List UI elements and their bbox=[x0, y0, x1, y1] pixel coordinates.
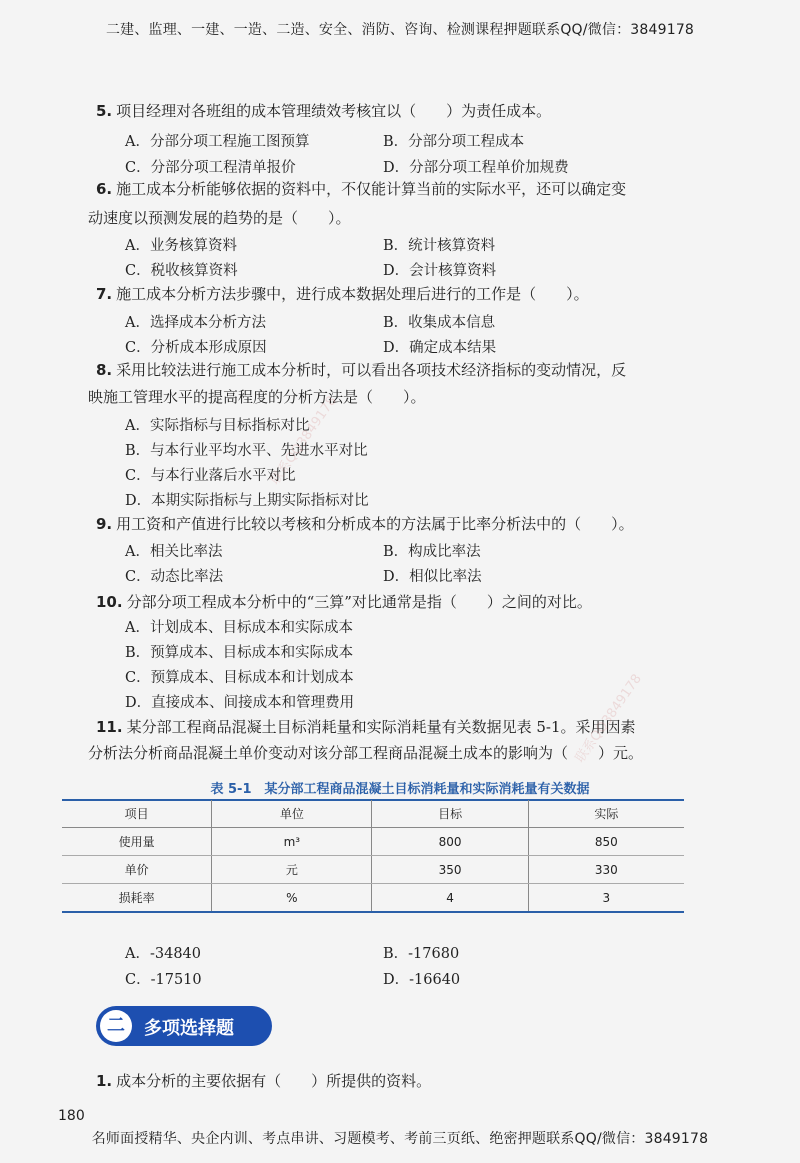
option-d: D．会计核算资料 bbox=[383, 263, 497, 279]
header-banner: 二建、监理、一建、一造、二造、安全、消防、咨询、检测课程押题联系QQ/微信：3849178 bbox=[105, 22, 695, 38]
table-cell: 损耗率 bbox=[62, 884, 212, 913]
section-title: 多项选择题 bbox=[144, 1018, 234, 1039]
question-number: 5. bbox=[96, 102, 113, 120]
option-d: D．直接成本、间接成本和管理费用 bbox=[125, 695, 355, 711]
option-b: B．分部分项工程成本 bbox=[383, 134, 525, 150]
option-a: A．计划成本、目标成本和实际成本 bbox=[125, 620, 353, 636]
option-b: B．预算成本、目标成本和实际成本 bbox=[125, 645, 354, 661]
question-text: 某分部工程商品混凝土目标消耗量和实际消耗量有关数据见表 5-1。采用因素 bbox=[126, 718, 636, 736]
option-c: C．-17510 bbox=[125, 972, 202, 988]
question-continuation: 映施工管理水平的提高程度的分析方法是（ ）。 bbox=[88, 388, 426, 406]
table-header-row bbox=[62, 800, 684, 828]
option-a: A．业务核算资料 bbox=[125, 238, 237, 254]
option-d: D．分部分项工程单价加规费 bbox=[383, 160, 569, 176]
option-c: C．动态比率法 bbox=[125, 569, 224, 585]
question-5 bbox=[96, 98, 551, 124]
option-d: D．-16640 bbox=[383, 972, 461, 988]
question-number: 10. bbox=[96, 593, 123, 611]
question-text: 施工成本分析能够依据的资料中，不仅能计算当前的实际水平，还可以确定变 bbox=[116, 180, 627, 198]
table-header-cell: 单位 bbox=[212, 800, 372, 828]
question-7 bbox=[96, 281, 589, 307]
table-row bbox=[62, 828, 684, 856]
option-b: B．与本行业平均水平、先进水平对比 bbox=[125, 443, 368, 459]
question-6 bbox=[96, 176, 626, 202]
section-heading bbox=[96, 1006, 272, 1046]
table-cell: 4 bbox=[372, 884, 528, 913]
option-c: C．与本行业落后水平对比 bbox=[125, 468, 296, 484]
question-11 bbox=[96, 714, 636, 740]
table-row bbox=[62, 884, 684, 913]
option-c: C．分部分项工程清单报价 bbox=[125, 160, 296, 176]
option-a: A．选择成本分析方法 bbox=[125, 315, 266, 331]
question-text: 采用比较法进行施工成本分析时，可以看出各项技术经济指标的变动情况，反 bbox=[116, 361, 627, 379]
table-cell: % bbox=[212, 884, 372, 913]
question-text: 施工成本分析方法步骤中，进行成本数据处理后进行的工作是（ ）。 bbox=[116, 285, 589, 303]
question-text: 分部分项工程成本分析中的“三算”对比通常是指（ ）之间的对比。 bbox=[126, 593, 592, 611]
question-text: 成本分析的主要依据有（ ）所提供的资料。 bbox=[116, 1072, 432, 1090]
table-cell: 3 bbox=[528, 884, 684, 913]
option-d: D．相似比率法 bbox=[383, 569, 482, 585]
question-number: 1. bbox=[96, 1072, 113, 1090]
table-cell: 800 bbox=[372, 828, 528, 856]
question-number: 6. bbox=[96, 180, 113, 198]
question-10 bbox=[96, 589, 592, 615]
question-continuation: 分析法分析商品混凝土单价变动对该分部工程商品混凝土成本的影响为（ ）元。 bbox=[88, 744, 644, 762]
table-cell: 单价 bbox=[62, 856, 212, 884]
table-header-cell: 项目 bbox=[62, 800, 212, 828]
table-cell: 330 bbox=[528, 856, 684, 884]
question-text: 用工资和产值进行比较以考核和分析成本的方法属于比率分析法中的（ ）。 bbox=[116, 515, 634, 533]
section-number-badge: 二 bbox=[100, 1010, 132, 1042]
question-number: 11. bbox=[96, 718, 123, 736]
option-b: B．收集成本信息 bbox=[383, 315, 496, 331]
table-cell: 使用量 bbox=[62, 828, 212, 856]
option-b: B．构成比率法 bbox=[383, 544, 481, 560]
question-8 bbox=[96, 357, 626, 383]
question-number: 9. bbox=[96, 515, 113, 533]
table-cell: 元 bbox=[212, 856, 372, 884]
option-b: B．-17680 bbox=[383, 946, 460, 962]
data-table bbox=[62, 800, 684, 913]
table-row bbox=[62, 856, 684, 884]
option-a: A．相关比率法 bbox=[125, 544, 223, 560]
page-number: 180 bbox=[58, 1108, 85, 1124]
watermark: 联系QQ3849178 bbox=[572, 671, 645, 766]
option-a: A．实际指标与目标指标对比 bbox=[125, 418, 310, 434]
question-continuation: 动速度以预测发展的趋势的是（ ）。 bbox=[88, 209, 351, 227]
table-caption: 表 5-1 某分部工程商品混凝土目标消耗量和实际消耗量有关数据 bbox=[210, 782, 590, 797]
option-d: D．确定成本结果 bbox=[383, 340, 497, 356]
watermark: 联系QQ3849178 bbox=[267, 393, 340, 488]
option-a: A．分部分项工程施工图预算 bbox=[125, 134, 310, 150]
question-number: 7. bbox=[96, 285, 113, 303]
multi-question-1 bbox=[96, 1068, 431, 1094]
table-header-cell: 目标 bbox=[372, 800, 528, 828]
question-9 bbox=[96, 511, 634, 537]
table-cell: m³ bbox=[212, 828, 372, 856]
option-b: B．统计核算资料 bbox=[383, 238, 496, 254]
table-cell: 350 bbox=[372, 856, 528, 884]
option-c: C．分析成本形成原因 bbox=[125, 340, 267, 356]
question-text: 项目经理对各班组的成本管理绩效考核宜以（ ）为责任成本。 bbox=[116, 102, 552, 120]
option-d: D．本期实际指标与上期实际指标对比 bbox=[125, 493, 369, 509]
option-c: C．预算成本、目标成本和计划成本 bbox=[125, 670, 354, 686]
option-c: C．税收核算资料 bbox=[125, 263, 238, 279]
table-cell: 850 bbox=[528, 828, 684, 856]
option-a: A．-34840 bbox=[125, 946, 201, 962]
footer-banner: 名师面授精华、央企内训、考点串讲、习题模考、考前三页纸、绝密押题联系QQ/微信：3849178 bbox=[91, 1131, 709, 1147]
question-number: 8. bbox=[96, 361, 113, 379]
table-header-cell: 实际 bbox=[528, 800, 684, 828]
